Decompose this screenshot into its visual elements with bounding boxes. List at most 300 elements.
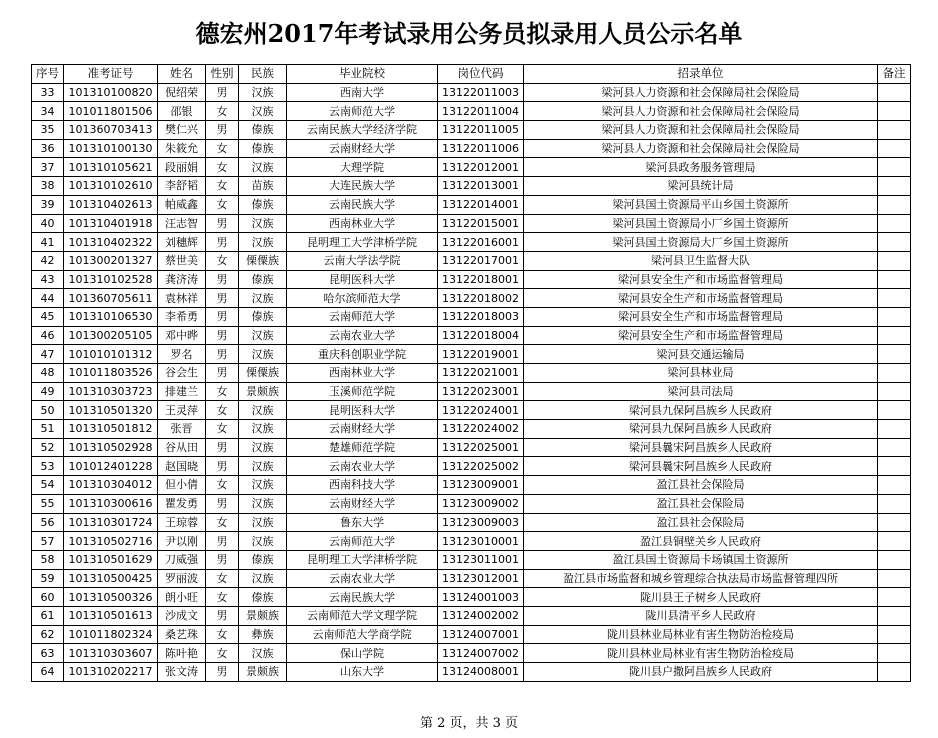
table-row [32,550,911,569]
cell-post-code: 13122015001 [438,214,524,233]
table-row [32,139,911,158]
document-title: 德宏州2017年考试录用公务员拟录用人员公示名单 [195,19,743,48]
cell-gender: 女 [206,569,239,588]
cell-seq: 43 [32,270,64,289]
cell-ethnicity: 傣族 [239,270,287,289]
cell-name: 邓中晔 [158,326,206,345]
cell-gender: 女 [206,158,239,177]
cell-seq: 40 [32,214,64,233]
cell-name: 王灵萍 [158,401,206,420]
table-row [32,251,911,270]
cell-exam-id: 101310102610 [64,177,158,196]
cell-employer: 梁河县安全生产和市场监督管理局 [524,270,878,289]
cell-school: 云南大学法学院 [287,251,438,270]
cell-ethnicity: 傣族 [239,550,287,569]
cell-seq: 57 [32,532,64,551]
cell-remarks [878,251,911,270]
cell-seq: 51 [32,420,64,439]
table-header-row [32,65,911,84]
cell-school: 西南科技大学 [287,476,438,495]
cell-school: 云南师范大学 [287,307,438,326]
cell-seq: 39 [32,195,64,214]
cell-ethnicity: 汉族 [239,326,287,345]
page-footer: 第 2 页，共 3 页 [419,716,519,731]
cell-exam-id: 101310402322 [64,233,158,252]
cell-gender: 女 [206,625,239,644]
cell-exam-id: 101300201327 [64,251,158,270]
cell-seq: 41 [32,233,64,252]
cell-gender: 女 [206,195,239,214]
cell-employer: 梁河县统计局 [524,177,878,196]
cell-school: 山东大学 [287,663,438,682]
cell-school: 西南林业大学 [287,364,438,383]
cell-ethnicity: 傈僳族 [239,364,287,383]
table-row [32,663,911,682]
cell-ethnicity: 傣族 [239,139,287,158]
cell-gender: 女 [206,588,239,607]
cell-name: 赵国晓 [158,457,206,476]
cell-exam-id: 101011802324 [64,625,158,644]
cell-remarks [878,588,911,607]
table-row [32,438,911,457]
cell-remarks [878,513,911,532]
cell-post-code: 13122024002 [438,420,524,439]
cell-remarks [878,532,911,551]
cell-name: 朗小旺 [158,588,206,607]
table-row [32,364,911,383]
cell-employer: 梁河县安全生产和市场监督管理局 [524,307,878,326]
cell-remarks [878,270,911,289]
cell-post-code: 13122012001 [438,158,524,177]
cell-exam-id: 101310501629 [64,550,158,569]
cell-seq: 63 [32,644,64,663]
table-row [32,606,911,625]
cell-seq: 62 [32,625,64,644]
cell-ethnicity: 傣族 [239,195,287,214]
cell-remarks [878,307,911,326]
cell-school: 云南师范大学 [287,102,438,121]
cell-exam-id: 101310500425 [64,569,158,588]
cell-school: 云南财经大学 [287,420,438,439]
cell-remarks [878,438,911,457]
cell-seq: 42 [32,251,64,270]
cell-ethnicity: 彝族 [239,625,287,644]
cell-name: 蔡世美 [158,251,206,270]
cell-gender: 女 [206,420,239,439]
cell-remarks [878,569,911,588]
cell-school: 云南农业大学 [287,326,438,345]
cell-gender: 女 [206,476,239,495]
cell-exam-id: 101310500326 [64,588,158,607]
cell-gender: 女 [206,102,239,121]
cell-exam-id: 101310304012 [64,476,158,495]
cell-employer: 梁河县人力资源和社会保障局社会保险局 [524,102,878,121]
cell-name: 尹以刚 [158,532,206,551]
cell-name: 龚济涛 [158,270,206,289]
table-row [32,233,911,252]
cell-employer: 盈江县市场监督和城乡管理综合执法局市场监督管理四所 [524,569,878,588]
header-school: 毕业院校 [287,65,438,84]
cell-gender: 女 [206,401,239,420]
cell-name: 倪绍荣 [158,83,206,102]
table-row [32,420,911,439]
table-row [32,289,911,308]
cell-ethnicity: 傣族 [239,307,287,326]
cell-seq: 34 [32,102,64,121]
table-row [32,494,911,513]
cell-post-code: 13124002002 [438,606,524,625]
cell-gender: 女 [206,513,239,532]
cell-employer: 梁河县人力资源和社会保障局社会保险局 [524,139,878,158]
cell-post-code: 13122024001 [438,401,524,420]
cell-employer: 梁河县安全生产和市场监督管理局 [524,326,878,345]
cell-ethnicity: 傣族 [239,588,287,607]
cell-name: 陈叶艳 [158,644,206,663]
cell-school: 昆明医科大学 [287,270,438,289]
cell-school: 云南民族大学 [287,195,438,214]
cell-ethnicity: 汉族 [239,83,287,102]
header-exam-id: 准考证号 [64,65,158,84]
cell-ethnicity: 傣族 [239,121,287,140]
cell-name: 谷会生 [158,364,206,383]
cell-post-code: 13122011003 [438,83,524,102]
cell-school: 昆明理工大学津桥学院 [287,233,438,252]
table-body [32,83,911,681]
cell-post-code: 13123010001 [438,532,524,551]
table-row [32,158,911,177]
cell-remarks [878,214,911,233]
cell-employer: 梁河县国土资源局大厂乡国土资源所 [524,233,878,252]
cell-school: 保山学院 [287,644,438,663]
cell-gender: 男 [206,214,239,233]
cell-ethnicity: 苗族 [239,177,287,196]
cell-ethnicity: 汉族 [239,420,287,439]
cell-employer: 盈江县社会保险局 [524,494,878,513]
cell-seq: 59 [32,569,64,588]
cell-post-code: 13124007001 [438,625,524,644]
cell-gender: 女 [206,644,239,663]
cell-exam-id: 101310106530 [64,307,158,326]
cell-exam-id: 101310303723 [64,382,158,401]
cell-school: 西南大学 [287,83,438,102]
cell-gender: 男 [206,364,239,383]
cell-gender: 男 [206,606,239,625]
cell-post-code: 13122021001 [438,364,524,383]
cell-remarks [878,195,911,214]
cell-school: 云南财经大学 [287,139,438,158]
cell-post-code: 13124008001 [438,663,524,682]
cell-ethnicity: 汉族 [239,438,287,457]
table-row [32,476,911,495]
cell-school: 鲁东大学 [287,513,438,532]
cell-gender: 男 [206,345,239,364]
table-row [32,177,911,196]
cell-name: 罗丽波 [158,569,206,588]
cell-remarks [878,663,911,682]
cell-remarks [878,401,911,420]
cell-name: 沙成文 [158,606,206,625]
table-row [32,382,911,401]
cell-gender: 男 [206,663,239,682]
cell-gender: 女 [206,139,239,158]
cell-gender: 女 [206,382,239,401]
table-row [32,121,911,140]
cell-seq: 64 [32,663,64,682]
cell-exam-id: 101310102528 [64,270,158,289]
cell-name: 罗名 [158,345,206,364]
cell-name: 刀威强 [158,550,206,569]
cell-post-code: 13123009001 [438,476,524,495]
cell-school: 云南师范大学 [287,532,438,551]
cell-remarks [878,476,911,495]
cell-gender: 男 [206,550,239,569]
cell-name: 段丽娟 [158,158,206,177]
table-row [32,345,911,364]
cell-gender: 男 [206,438,239,457]
cell-school: 云南民族大学 [287,588,438,607]
cell-gender: 女 [206,177,239,196]
cell-seq: 44 [32,289,64,308]
cell-ethnicity: 傈僳族 [239,251,287,270]
cell-post-code: 13122011005 [438,121,524,140]
cell-name: 朱筱允 [158,139,206,158]
cell-remarks [878,289,911,308]
header-seq: 序号 [32,65,64,84]
cell-employer: 梁河县人力资源和社会保障局社会保险局 [524,121,878,140]
cell-name: 刘穗辉 [158,233,206,252]
cell-school: 西南林业大学 [287,214,438,233]
cell-ethnicity: 汉族 [239,401,287,420]
cell-name: 但小倩 [158,476,206,495]
cell-ethnicity: 汉族 [239,494,287,513]
table-row [32,513,911,532]
cell-post-code: 13122018003 [438,307,524,326]
cell-school: 楚雄师范学院 [287,438,438,457]
cell-post-code: 13122025001 [438,438,524,457]
cell-exam-id: 101300205105 [64,326,158,345]
cell-seq: 35 [32,121,64,140]
cell-post-code: 13122025002 [438,457,524,476]
cell-remarks [878,139,911,158]
cell-exam-id: 101310401918 [64,214,158,233]
cell-employer: 梁河县卫生监督大队 [524,251,878,270]
cell-remarks [878,326,911,345]
cell-school: 云南民族大学经济学院 [287,121,438,140]
cell-exam-id: 101310501320 [64,401,158,420]
cell-employer: 梁河县曩宋阿昌族乡人民政府 [524,457,878,476]
cell-school: 玉溪师范学院 [287,382,438,401]
cell-remarks [878,457,911,476]
cell-remarks [878,550,911,569]
cell-employer: 梁河县九保阿昌族乡人民政府 [524,420,878,439]
cell-name: 樊仁兴 [158,121,206,140]
cell-remarks [878,494,911,513]
header-remarks: 备注 [878,65,911,84]
cell-exam-id: 101310300616 [64,494,158,513]
cell-employer: 梁河县安全生产和市场监督管理局 [524,289,878,308]
table-row [32,195,911,214]
cell-remarks [878,158,911,177]
header-post-code: 岗位代码 [438,65,524,84]
cell-exam-id: 101360703413 [64,121,158,140]
cell-seq: 37 [32,158,64,177]
cell-employer: 盈江县铜壁关乡人民政府 [524,532,878,551]
cell-post-code: 13123009002 [438,494,524,513]
cell-seq: 38 [32,177,64,196]
cell-post-code: 13123011001 [438,550,524,569]
cell-ethnicity: 汉族 [239,644,287,663]
cell-school: 昆明理工大学津桥学院 [287,550,438,569]
candidate-table [31,64,911,682]
cell-name: 排建兰 [158,382,206,401]
cell-ethnicity: 汉族 [239,532,287,551]
cell-seq: 60 [32,588,64,607]
table-row [32,588,911,607]
cell-ethnicity: 汉族 [239,102,287,121]
cell-exam-id: 101310501812 [64,420,158,439]
table-row [32,102,911,121]
cell-employer: 梁河县人力资源和社会保障局社会保险局 [524,83,878,102]
cell-seq: 49 [32,382,64,401]
cell-exam-id: 101310303607 [64,644,158,663]
cell-school: 云南师范大学文理学院 [287,606,438,625]
cell-seq: 52 [32,438,64,457]
cell-remarks [878,382,911,401]
cell-seq: 47 [32,345,64,364]
cell-gender: 男 [206,457,239,476]
table-row [32,625,911,644]
cell-name: 李希勇 [158,307,206,326]
cell-school: 云南师范大学商学院 [287,625,438,644]
cell-seq: 45 [32,307,64,326]
cell-employer: 梁河县司法局 [524,382,878,401]
cell-post-code: 13123012001 [438,569,524,588]
cell-exam-id: 101360705611 [64,289,158,308]
cell-school: 哈尔滨师范大学 [287,289,438,308]
cell-seq: 56 [32,513,64,532]
cell-post-code: 13122018004 [438,326,524,345]
cell-school: 大连民族大学 [287,177,438,196]
cell-gender: 男 [206,233,239,252]
cell-seq: 53 [32,457,64,476]
cell-employer: 梁河县国土资源局小厂乡国土资源所 [524,214,878,233]
cell-remarks [878,345,911,364]
cell-post-code: 13122019001 [438,345,524,364]
cell-post-code: 13122011004 [438,102,524,121]
cell-ethnicity: 景颇族 [239,382,287,401]
table-row [32,83,911,102]
cell-name: 袁林祥 [158,289,206,308]
cell-employer: 陇川县林业局林业有害生物防治检疫局 [524,625,878,644]
cell-exam-id: 101011803526 [64,364,158,383]
cell-seq: 48 [32,364,64,383]
header-gender: 性别 [206,65,239,84]
cell-name: 桑艺珠 [158,625,206,644]
cell-name: 帕威鑫 [158,195,206,214]
cell-seq: 61 [32,606,64,625]
table-row [32,214,911,233]
cell-remarks [878,233,911,252]
cell-exam-id: 101310301724 [64,513,158,532]
cell-post-code: 13122017001 [438,251,524,270]
cell-remarks [878,420,911,439]
cell-employer: 陇川县户撒阿昌族乡人民政府 [524,663,878,682]
cell-ethnicity: 景颇族 [239,606,287,625]
cell-exam-id: 101310202217 [64,663,158,682]
cell-exam-id: 101310501613 [64,606,158,625]
cell-employer: 梁河县政务服务管理局 [524,158,878,177]
table-row [32,270,911,289]
cell-name: 汪志智 [158,214,206,233]
cell-remarks [878,606,911,625]
header-ethnicity: 民族 [239,65,287,84]
cell-remarks [878,644,911,663]
cell-ethnicity: 汉族 [239,457,287,476]
cell-seq: 36 [32,139,64,158]
table-row [32,326,911,345]
cell-remarks [878,625,911,644]
cell-ethnicity: 汉族 [239,289,287,308]
cell-employer: 盈江县国土资源局卡场镇国土资源所 [524,550,878,569]
cell-school: 云南财经大学 [287,494,438,513]
cell-employer: 陇川县王子树乡人民政府 [524,588,878,607]
cell-post-code: 13122013001 [438,177,524,196]
cell-employer: 盈江县社会保险局 [524,513,878,532]
cell-name: 张文涛 [158,663,206,682]
cell-seq: 54 [32,476,64,495]
cell-post-code: 13123009003 [438,513,524,532]
cell-seq: 50 [32,401,64,420]
header-name: 姓名 [158,65,206,84]
cell-gender: 男 [206,532,239,551]
cell-school: 昆明医科大学 [287,401,438,420]
cell-employer: 梁河县九保阿昌族乡人民政府 [524,401,878,420]
cell-ethnicity: 汉族 [239,569,287,588]
cell-post-code: 13122014001 [438,195,524,214]
cell-seq: 55 [32,494,64,513]
cell-ethnicity: 汉族 [239,513,287,532]
cell-seq: 33 [32,83,64,102]
cell-gender: 男 [206,289,239,308]
cell-post-code: 13122018002 [438,289,524,308]
cell-employer: 梁河县林业局 [524,364,878,383]
cell-school: 大理学院 [287,158,438,177]
cell-exam-id: 101310502928 [64,438,158,457]
cell-exam-id: 101310502716 [64,532,158,551]
cell-exam-id: 101310402613 [64,195,158,214]
cell-ethnicity: 汉族 [239,233,287,252]
cell-employer: 陇川县林业局林业有害生物防治检疫局 [524,644,878,663]
cell-ethnicity: 汉族 [239,476,287,495]
cell-exam-id: 101010101312 [64,345,158,364]
cell-seq: 46 [32,326,64,345]
cell-employer: 梁河县国土资源局平山乡国土资源所 [524,195,878,214]
cell-ethnicity: 汉族 [239,345,287,364]
cell-name: 谷从田 [158,438,206,457]
table-row [32,532,911,551]
cell-gender: 男 [206,307,239,326]
cell-name: 邵银 [158,102,206,121]
cell-gender: 男 [206,326,239,345]
cell-post-code: 13122023001 [438,382,524,401]
cell-post-code: 13122011006 [438,139,524,158]
cell-exam-id: 101310100820 [64,83,158,102]
cell-seq: 58 [32,550,64,569]
table-row [32,569,911,588]
cell-remarks [878,121,911,140]
table-row [32,457,911,476]
cell-employer: 梁河县曩宋阿昌族乡人民政府 [524,438,878,457]
